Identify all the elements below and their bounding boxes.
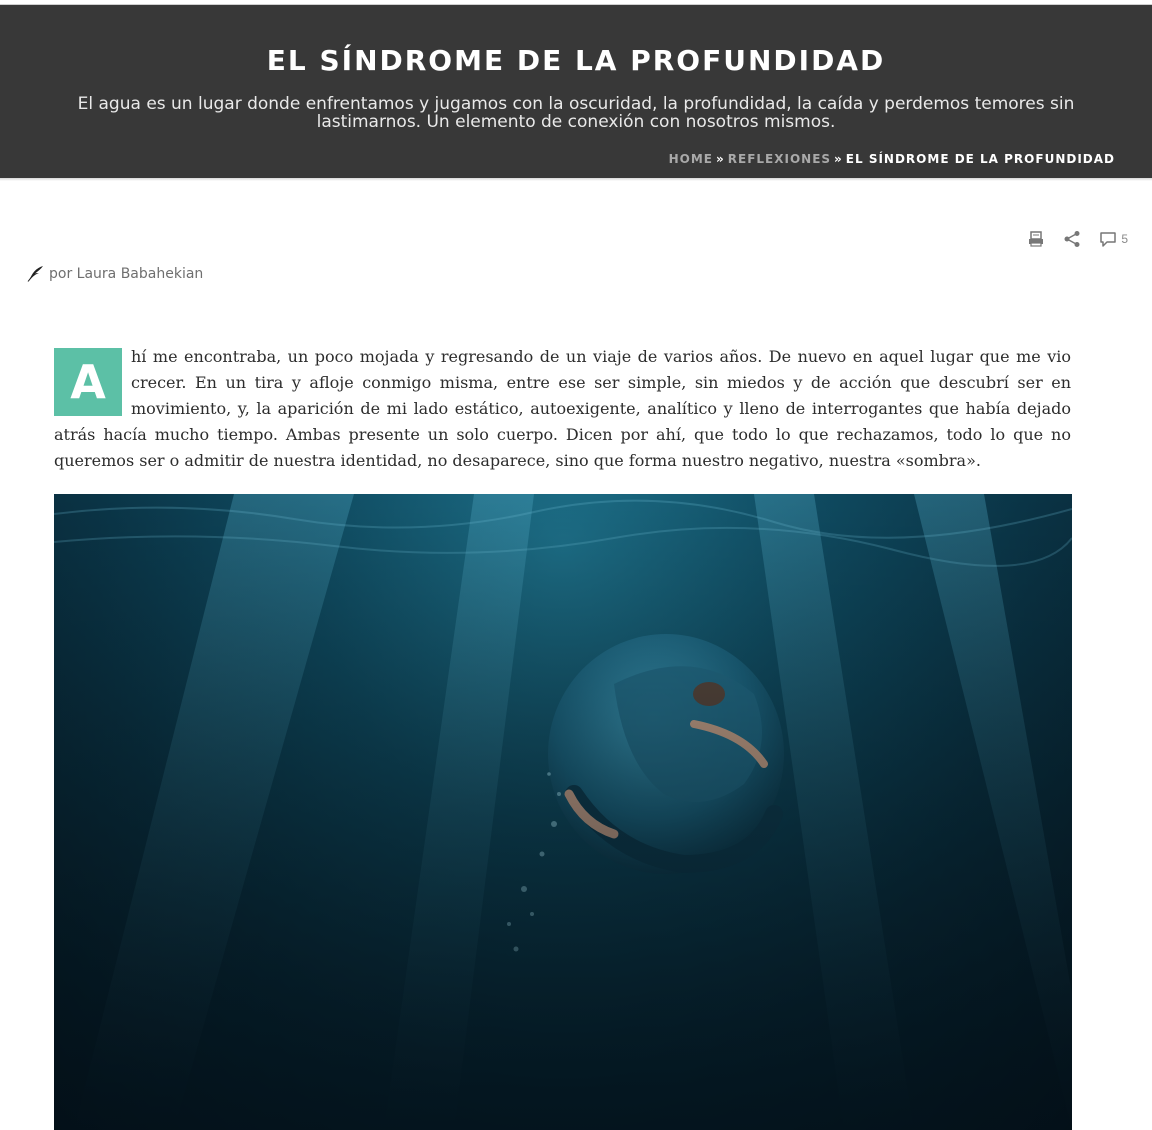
breadcrumb-separator: »	[834, 152, 843, 166]
comment-count: 5	[1121, 232, 1128, 246]
author-byline	[27, 265, 203, 282]
underwater-diver-illustration	[54, 494, 1072, 1130]
comment-icon	[1099, 230, 1117, 248]
breadcrumb-separator: »	[715, 152, 725, 166]
breadcrumb	[669, 152, 1115, 166]
breadcrumb-current: EL SÍNDROME DE LA PROFUNDIDAD	[845, 152, 1115, 166]
header-shadow	[0, 178, 1152, 181]
quill-icon	[27, 265, 44, 282]
share-icon	[1063, 230, 1081, 248]
article-body	[54, 344, 1071, 474]
page-subtitle: El agua es un lugar donde enfrentamos y jugamos con la oscuridad, la profundidad, la caída y perdemos temores sin lastimarnos. Un elemento de conexión con nosotros mismos.	[77, 94, 1075, 132]
dropcap: A	[54, 348, 122, 416]
comments-button[interactable]	[1099, 230, 1128, 248]
page-header	[0, 4, 1152, 178]
page-title: EL SÍNDROME DE LA PROFUNDIDAD	[266, 44, 886, 77]
print-icon	[1027, 230, 1045, 248]
breadcrumb-home-link[interactable]: HOME	[668, 152, 713, 166]
share-button[interactable]	[1063, 230, 1081, 248]
article-paragraph: hí me encontraba, un poco mojada y regresando de un viaje de varios años. De nuevo en aquel lugar que me vio crecer. En un tira y afloje conmigo misma, entre ese ser simple, sin miedos y de acción que descubrí ser en movimiento, y, la aparición de mi lado estático, autoexigente, analítico y lleno de interrogantes que había dejado atrás hacía mucho tiempo. Ambas presente un solo cuerpo. Dicen por ahí, que todo lo que rechazamos, todo lo que no queremos ser o admitir de nuestra identidad, no desaparece, sino que forma nuestro negativo, nuestra «sombra».	[54, 347, 1071, 470]
print-button[interactable]	[1027, 230, 1045, 248]
author-name[interactable]: por Laura Babahekian	[49, 265, 204, 282]
breadcrumb-category-link[interactable]: REFLEXIONES	[727, 152, 832, 166]
post-tools	[1027, 230, 1128, 248]
featured-image	[54, 494, 1072, 1130]
